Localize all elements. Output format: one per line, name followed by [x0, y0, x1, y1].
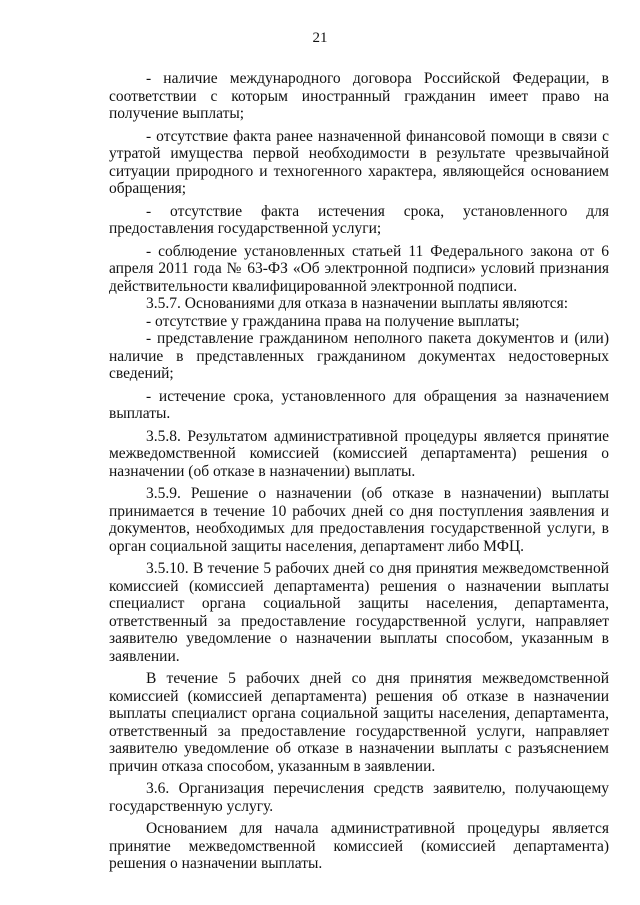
paragraph-term-not-expired: - отсутствие факта истечения срока, установленного для предоставления государственной услуги; — [109, 202, 609, 237]
document-body — [109, 70, 609, 873]
paragraph-3-5-10: 3.5.10. В течение 5 рабочих дней со дня принятия межведомственной комиссией (комиссией департамента) решения о назначении выплаты специалист органа социальной защиты населения, департамента, ответственный за предоставление государственной услуги, направляет заявителю уведомление о назначении выплаты способом, указанным в заявлении. — [109, 560, 609, 665]
paragraph-incomplete-documents: - представление гражданином неполного пакета документов и (или) наличие в представленных гражданином документах недостоверных сведений; — [109, 330, 609, 382]
paragraph-refusal-notice: В течение 5 рабочих дней со дня принятия межведомственной комиссией (комиссией департамента) решения об отказе в назначении выплаты специалист органа социальной защиты населения, департамента, ответственный за предоставление государственной услуги, направляет заявителю уведомление об отказе в назначении выплаты с разъяснением причин отказа способом, указанным в заявлении. — [109, 670, 609, 775]
paragraph-international-treaty: - наличие международного договора Российской Федерации, в соответствии с которым иностранный гражданин имеет право на получение выплаты; — [109, 70, 609, 122]
paragraph-no-right: - отсутствие у гражданина права на получение выплаты; — [146, 312, 520, 330]
paragraph-3-5-9: 3.5.9. Решение о назначении (об отказе в назначении) выплаты принимается в течение 10 рабочих дней со дня поступления заявления и документов, необходимых для предоставления государственной услуги, в орган социальной защиты населения, департамент либо МФЦ. — [109, 485, 609, 555]
paragraph-3-5-8: 3.5.8. Результатом административной процедуры является принятие межведомственной комиссией (комиссией департамента) решения о назначении (об отказе в назначении) выплаты. — [109, 427, 609, 480]
paragraph-procedure-basis: Основанием для начала административной процедуры является принятие межведомственной комиссией (комиссией департамента) решения о назначении выплаты. — [109, 820, 609, 872]
paragraph-electronic-signature: - соблюдение установленных статьей 11 Федерального закона от 6 апреля 2011 года № 63-ФЗ «Об электронной подписи» условий признания действительности квалифицированной электронной подписи. — [109, 242, 609, 295]
paragraph-3-5-7-heading: 3.5.7. Основаниями для отказа в назначении выплаты являются: — [146, 295, 569, 312]
page-number: 21 — [312, 30, 328, 46]
paragraph-no-prior-financial-aid: - отсутствие факта ранее назначенной финансовой помощи в связи с утратой имущества первой необходимости в результате чрезвычайной ситуации природного и техногенного характера, являющейся основанием обращения; — [109, 127, 609, 197]
paragraph-term-expired: - истечение срока, установленного для обращения за назначением выплаты. — [109, 387, 609, 422]
paragraph-3-6: 3.6. Организация перечисления средств заявителю, получающему государственную услугу. — [109, 780, 609, 815]
